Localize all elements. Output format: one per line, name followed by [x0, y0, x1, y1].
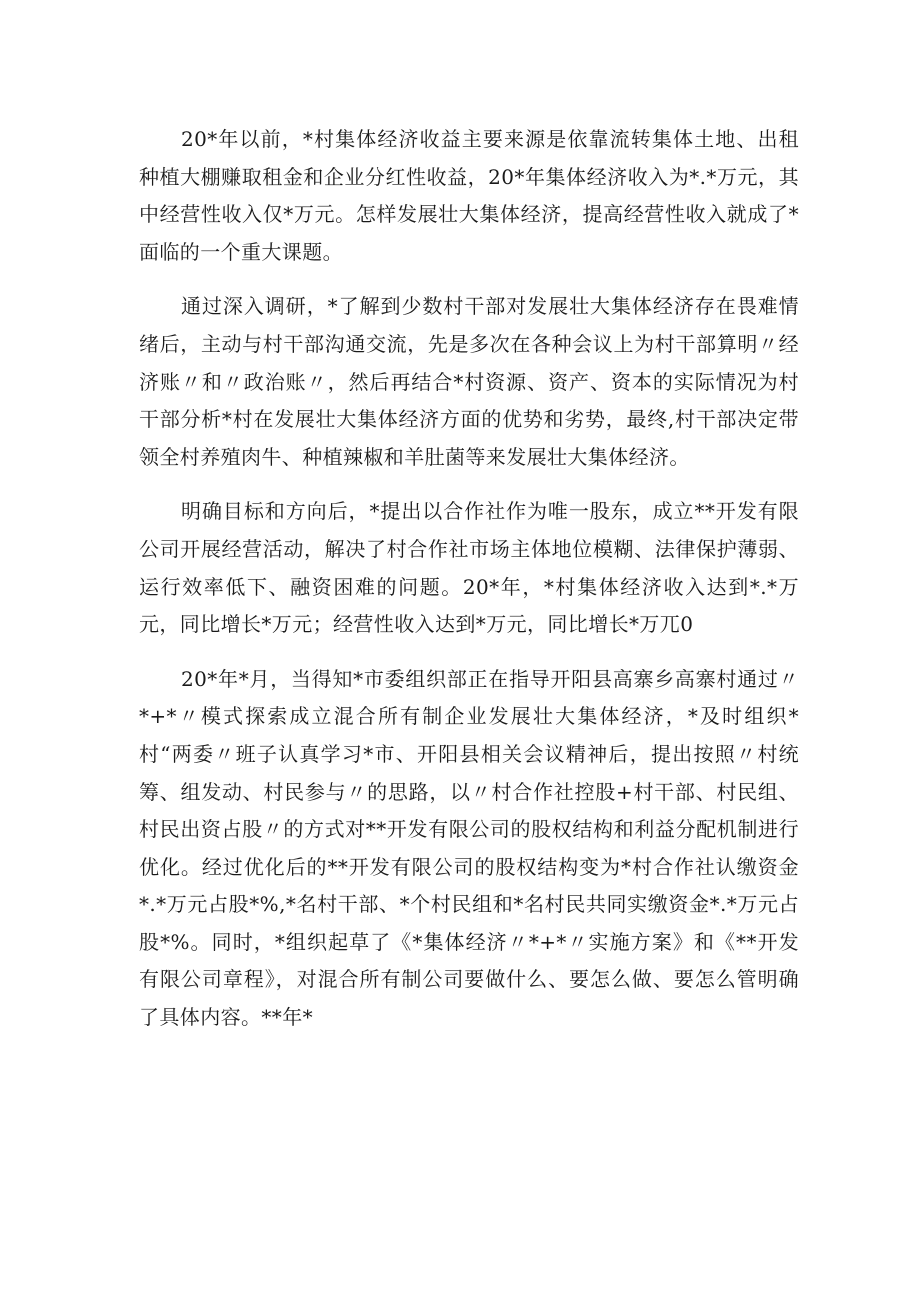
paragraph-1: 20*年以前，*村集体经济收益主要来源是依靠流转集体土地、出租种植大棚赚取租金和企业分红性收益，20*年集体经济收入为*.*万元，其中经营性收入仅*万元。怎样发展壮大集体经济，提高经营性收入就成了*面临的一个重大课题。 [139, 127, 799, 264]
document-body [139, 121, 799, 1037]
paragraph-3: 明确目标和方向后，*提出以合作社作为唯一股东，成立**开发有限公司开展经营活动，解决了村合作社市场主体地位模糊、法律保护薄弱、运行效率低下、融资困难的问题。20*年，*村集体经济收入达到*.*万元，同比增长*万元；经营性收入达到*万元，同比增长*万兀0 [139, 499, 799, 637]
paragraph-4: 20*年*月，当得知*市委组织部正在指导开阳县高寨乡高寨村通过〃*+*〃模式探索成立混合所有制企业发展壮大集体经济，*及时组织*村“两委〃班子认真学习*市、开阳县相关会议精神后，提出按照〃村统筹、组发动、村民参与〃的思路，以〃村合作社控股+村干部、村民组、村民出资占股〃的方式对**开发有限公司的股权结构和利益分配机制进行优化。经过优化后的**开发有限公司的股权结构变为*村合作社认缴资金*.*万元占股*%,*名村干部、*个村民组和*名村民共同实缴资金*.*万元占股*%。同时，*组织起草了《*集体经济〃*+*〃实施方案》和《**开发有限公司章程》，对混合所有制公司要做什么、要怎么做、要怎么管明确了具体内容。**年* [139, 666, 799, 1030]
paragraph-2: 通过深入调研，*了解到少数村干部对发展壮大集体经济存在畏难情绪后，主动与村干部沟通交流，先是多次在各种会议上为村干部算明〃经济账〃和〃政治账〃，然后再结合*村资源、资产、资本的实际情况为村干部分析*村在发展壮大集体经济方面的优势和劣势，最终,村干部决定带领全村养殖肉牛、种植辣椒和羊肚菌等来发展壮大集体经济。 [139, 294, 799, 469]
